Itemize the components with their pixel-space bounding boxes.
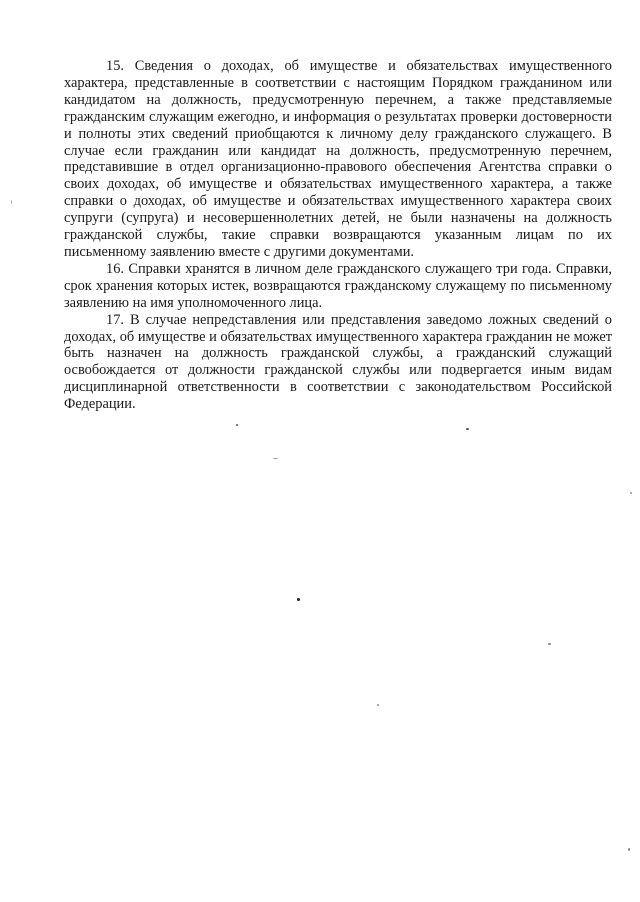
- scan-speck: [548, 643, 551, 645]
- scan-speck: [11, 200, 12, 204]
- document-body: [64, 58, 612, 413]
- scan-speck: [236, 424, 238, 426]
- scan-speck: [273, 458, 278, 459]
- scan-speck: [377, 704, 379, 706]
- scan-speck: [297, 598, 300, 601]
- paragraph-17: 17. В случае непредставления или представления заведомо ложных сведений о доходах, об имуществе и обязательствах имущественного характера гражданин не может быть назначен на должность гражданской службы, а гражданский служащий освобождается от должности гражданской службы или подвергается иным видам дисциплинарной ответственности в соответствии с законодательством Российской Федерации.: [64, 311, 612, 413]
- scan-speck: [630, 492, 632, 494]
- scan-speck: [466, 428, 469, 430]
- paragraph-15: 15. Сведения о доходах, об имуществе и обязательствах имущественного характера, представленные в соответствии с настоящим Порядком гражданином или кандидатом на должность, предусмотренную перечнем, а также представляемые гражданским служащим ежегодно, и информация о результатах проверки достоверности и полноты этих сведений приобщаются к личному делу гражданского служащего. В случае если гражданин или кандидат на должность, предусмотренную перечнем, представившие в отдел организационно-правового обеспечения Агентства справки о своих доходах, об имуществе и обязательствах имущественного характера, а также справки о доходах, об имуществе и обязательствах имущественного характера своих супруги (супруга) и несовершеннолетних детей, не были назначены на должность гражданской службы, такие справки возвращаются указанным лицам по их письменному заявлению вместе с другими документами.: [64, 58, 612, 260]
- scan-speck: [628, 848, 630, 851]
- paragraph-16: 16. Справки хранятся в личном деле гражданского служащего три года. Справки, срок хранения которых истек, возвращаются гражданскому служащему по письменному заявлению на имя уполномоченного лица.: [64, 260, 612, 311]
